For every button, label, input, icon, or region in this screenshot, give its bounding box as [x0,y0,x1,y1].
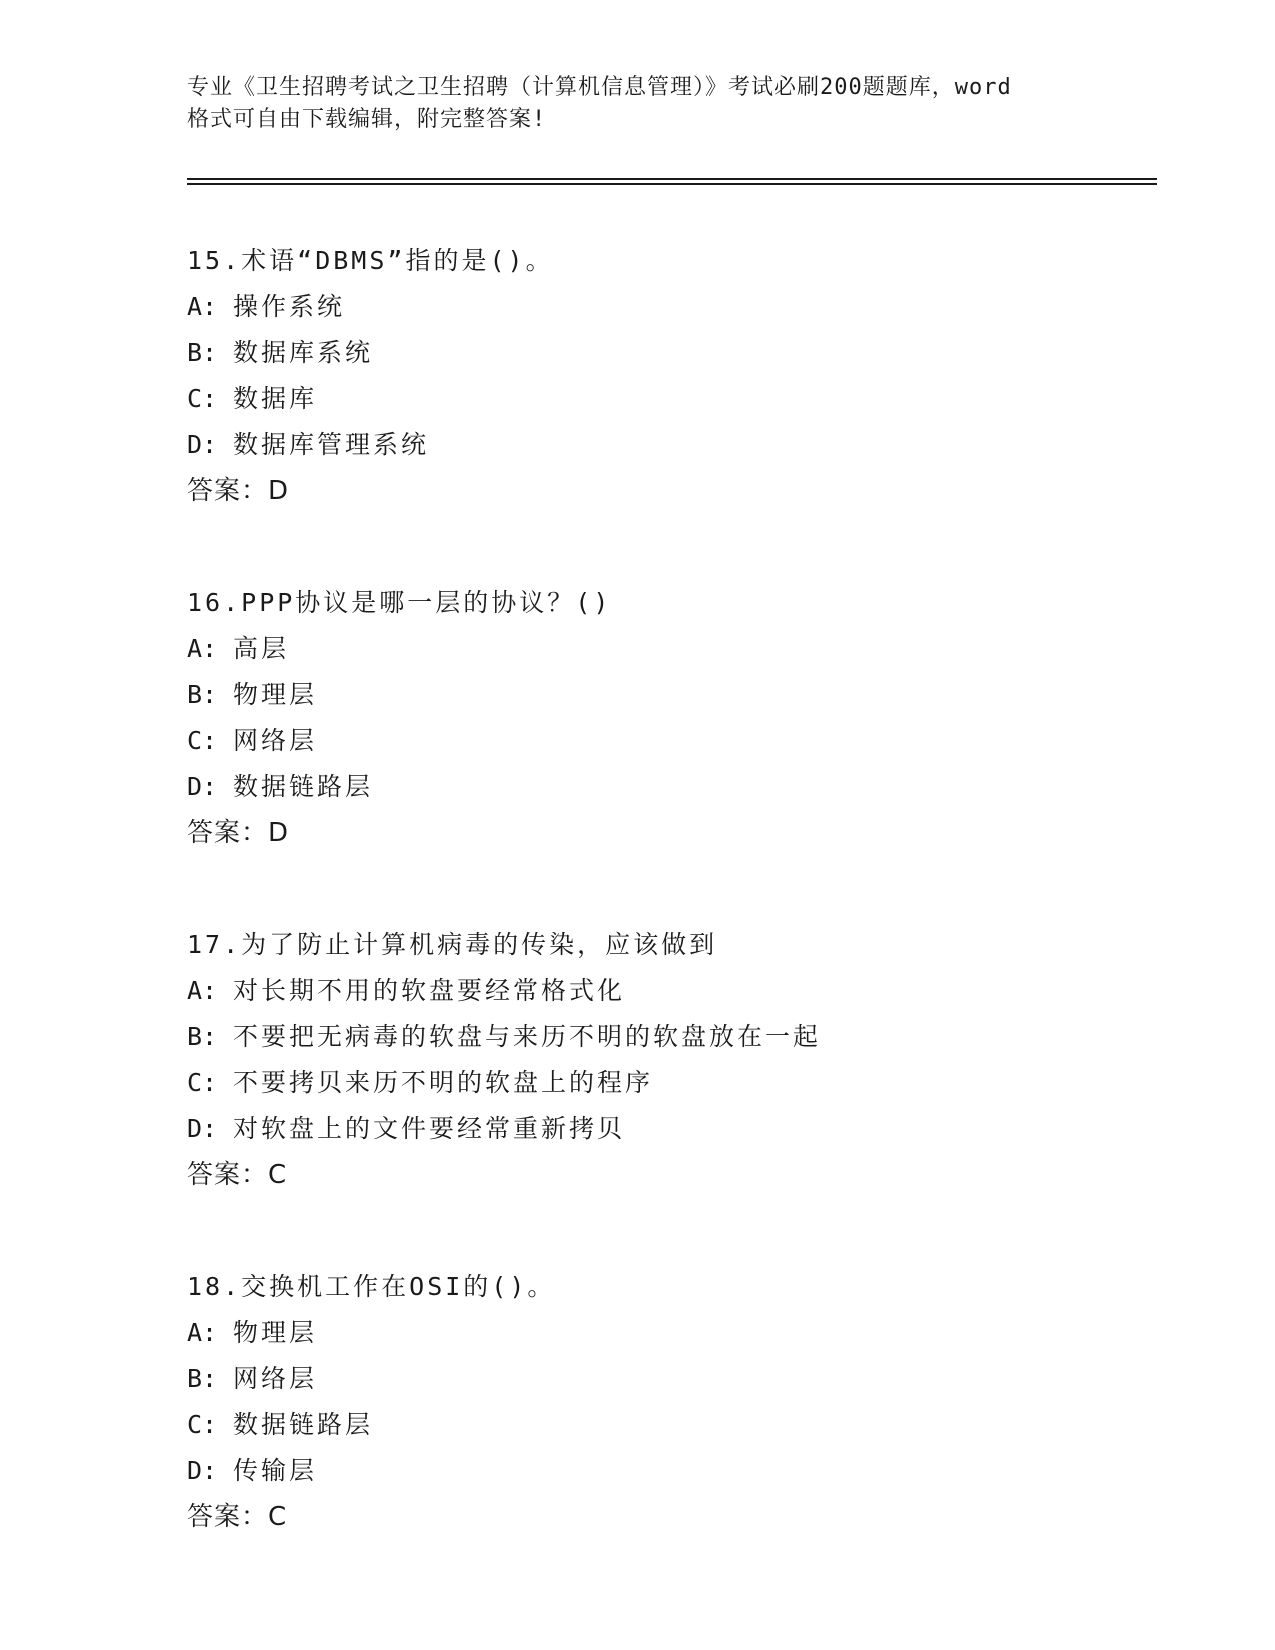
header-divider-top [187,178,1157,180]
option-label: A: [187,1318,218,1347]
option-a [187,968,1147,1014]
option-a [187,284,1147,330]
question-stem: 16.PPP协议是哪一层的协议？() [187,588,612,617]
option-c [187,718,1147,764]
option-label: D: [187,1456,218,1485]
option-b [187,1356,1147,1402]
option-label: A: [187,292,218,321]
option-a [187,626,1147,672]
option-text: 数据库管理系统 [233,430,430,459]
option-text: 数据库 [233,384,318,413]
option-d [187,1106,1147,1152]
option-c [187,1402,1147,1448]
option-b [187,1014,1147,1060]
question-list [187,238,1147,1606]
option-c [187,376,1147,422]
answer-line: 答案：C [187,1502,288,1532]
question-stem: 15.术语“DBMS”指的是()。 [187,246,554,275]
option-b [187,330,1147,376]
option-label: B: [187,1364,218,1393]
option-text: 对软盘上的文件要经常重新拷贝 [233,1114,626,1143]
option-d [187,764,1147,810]
option-text: 传输层 [233,1456,318,1485]
answer-line: 答案：D [187,818,290,848]
option-label: B: [187,338,218,367]
option-text: 高层 [233,634,290,663]
option-label: C: [187,1068,218,1097]
option-text: 数据链路层 [233,772,374,801]
option-text: 网络层 [233,726,318,755]
option-text: 网络层 [233,1364,318,1393]
option-label: D: [187,1114,218,1143]
option-text: 数据库系统 [233,338,374,367]
option-c [187,1060,1147,1106]
option-text: 数据链路层 [233,1410,374,1439]
option-label: A: [187,976,218,1005]
header-divider-bottom [187,183,1157,185]
question-stem: 17.为了防止计算机病毒的传染，应该做到 [187,930,718,959]
question-18 [187,1264,1147,1540]
option-label: A: [187,634,218,663]
option-text: 不要拷贝来历不明的软盘上的程序 [233,1068,654,1097]
option-text: 物理层 [233,1318,318,1347]
question-17 [187,922,1147,1198]
question-15 [187,238,1147,514]
option-text: 不要把无病毒的软盘与来历不明的软盘放在一起 [233,1022,822,1051]
option-text: 操作系统 [233,292,346,321]
answer-line: 答案：C [187,1160,288,1190]
header-line-1: 专业《卫生招聘考试之卫生招聘（计算机信息管理）》考试必刷200题题库，word [187,75,1012,100]
question-stem: 18.交换机工作在OSI的()。 [187,1272,556,1301]
option-d [187,1448,1147,1494]
answer-line: 答案：D [187,476,290,506]
option-label: C: [187,384,218,413]
question-16 [187,580,1147,856]
option-b [187,672,1147,718]
document-header [187,72,1087,136]
option-label: B: [187,1022,218,1051]
option-label: D: [187,772,218,801]
header-line-2: 格式可自由下载编辑，附完整答案! [187,107,547,132]
option-text: 物理层 [233,680,318,709]
option-label: C: [187,726,218,755]
option-label: B: [187,680,218,709]
option-label: C: [187,1410,218,1439]
option-d [187,422,1147,468]
option-text: 对长期不用的软盘要经常格式化 [233,976,626,1005]
option-a [187,1310,1147,1356]
option-label: D: [187,430,218,459]
